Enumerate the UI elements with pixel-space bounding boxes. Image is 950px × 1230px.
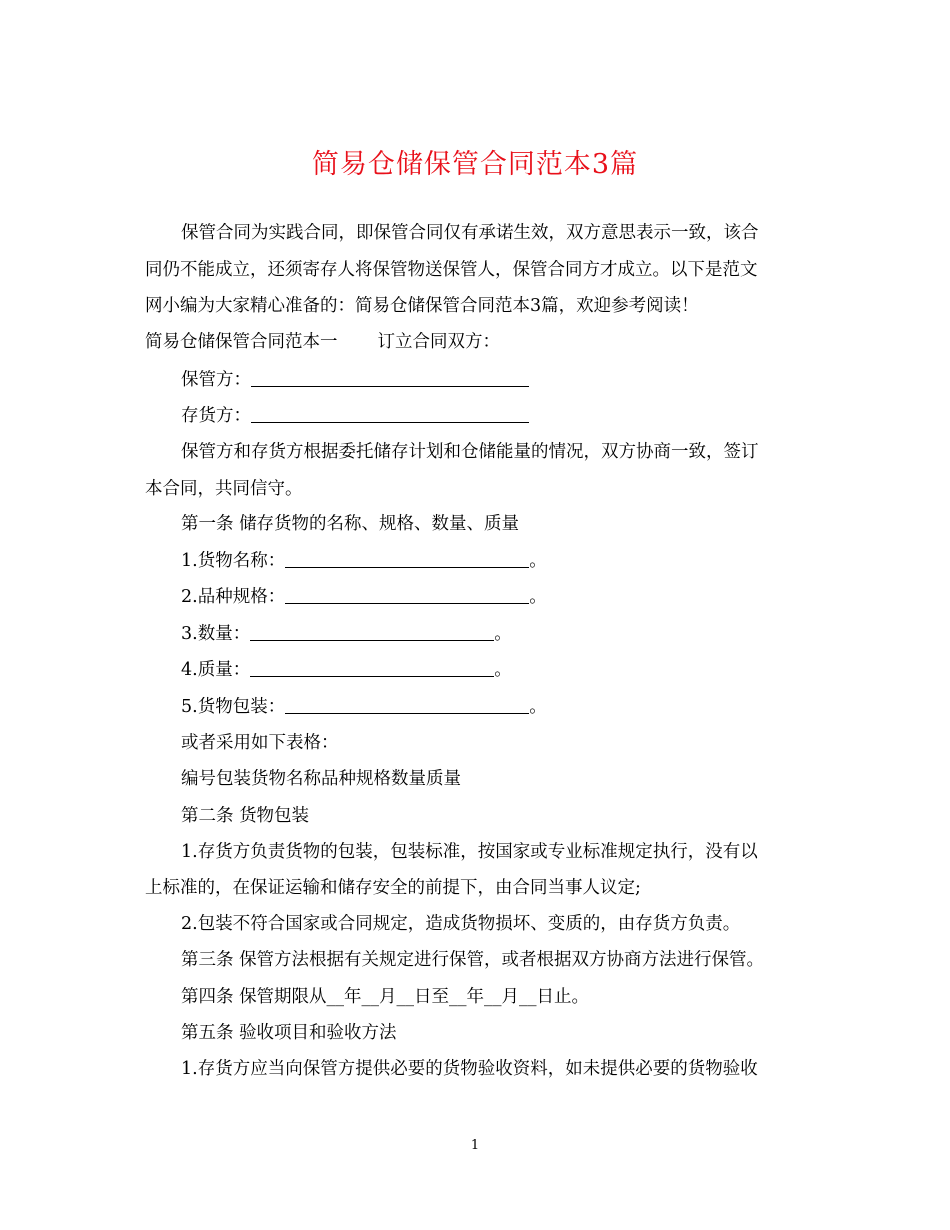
table-note: 或者采用如下表格： [181,733,339,753]
custodian-line [181,368,841,392]
depositor-blank [251,405,529,423]
agreement-line: 本合同，共同信守。 [145,479,303,499]
intro-paragraph-line: 同仍不能成立，还须寄存人将保管物送保管人，保管合同方才成立。以下是范文 [145,260,758,280]
custodian-blank [251,369,529,387]
depositor-line [181,404,841,428]
item-blank [285,550,529,568]
article-1-item [181,658,841,682]
item-blank [285,696,529,714]
depositor-label: 存货方： [181,406,251,426]
article-3: 第三条 保管方法根据有关规定进行保管，或者根据双方协商方法进行保管。 [181,950,765,970]
item-blank [250,623,494,641]
item-blank [250,659,494,677]
page-number: 1 [470,1138,480,1153]
article-2-item: 2.包装不符合国家或合同规定，造成货物损坏、变质的，由存货方负责。 [181,914,741,934]
article-2-item: 上标准的，在保证运输和储存安全的前提下，由合同当事人议定; [145,878,641,898]
article-5-item: 1.存货方应当向保管方提供必要的货物验收资料，如未提供必要的货物验收 [181,1059,758,1079]
sample-heading-line [145,330,805,354]
article-1-heading: 第一条 储存货物的名称、规格、数量、质量 [181,514,520,534]
item-period: 。 [529,587,547,607]
item-label: 1.货物名称： [181,551,286,571]
item-label: 3.数量： [181,624,251,644]
article-1-item [181,622,841,646]
article-2-heading: 第二条 货物包装 [181,806,310,826]
article-1-item [181,585,841,609]
item-period: 。 [494,624,512,644]
sample-heading: 简易仓储保管合同范本一 [145,332,338,352]
item-period: 。 [494,660,512,680]
article-2-item: 1.存货方负责货物的包装，包装标准，按国家或专业标准规定执行，没有以 [181,842,758,862]
article-1-item [181,695,841,719]
item-label: 4.质量： [181,660,251,680]
intro-paragraph-line: 保管合同为实践合同，即保管合同仅有承诺生效，双方意思表示一致，该合 [181,223,759,243]
item-label: 2.品种规格： [181,587,286,607]
document-title: 简易仓储保管合同范本3篇 [311,149,639,180]
table-header: 编号包装货物名称品种规格数量质量 [181,769,461,789]
item-blank [285,586,529,604]
article-5-heading: 第五条 验收项目和验收方法 [181,1023,397,1043]
item-period: 。 [529,551,547,571]
article-1-item [181,549,841,573]
item-period: 。 [529,697,547,717]
item-label: 5.货物包装： [181,697,286,717]
agreement-line: 保管方和存货方根据委托储存计划和仓储能量的情况，双方协商一致，签订 [181,442,759,462]
article-4: 第四条 保管期限从__年__月__日至__年__月__日止。 [181,987,590,1007]
intro-paragraph-line: 网小编为大家精心准备的：简易仓储保管合同范本3篇，欢迎参考阅读！ [145,296,699,316]
parties-heading: 订立合同双方： [377,332,500,352]
custodian-label: 保管方： [181,370,251,390]
